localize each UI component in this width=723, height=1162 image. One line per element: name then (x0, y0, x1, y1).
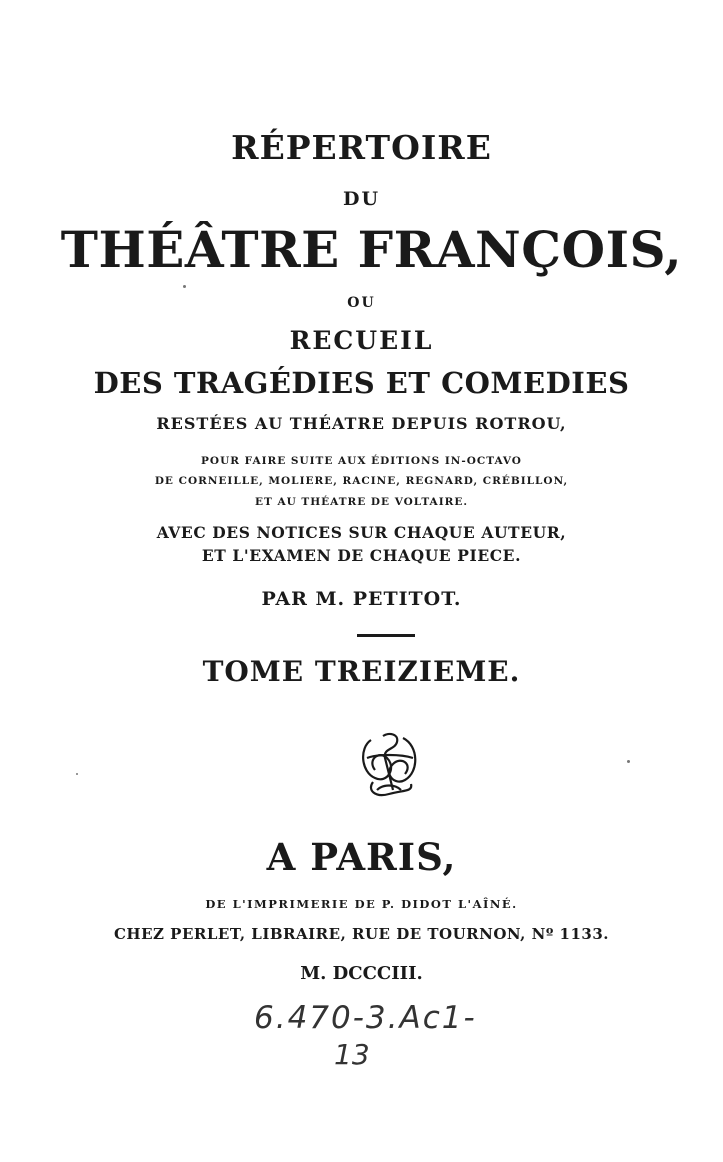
title-ou: OU (347, 295, 376, 311)
handwritten-volume: 13 (334, 1038, 370, 1071)
title-repertoire: RÉPERTOIRE (231, 128, 492, 167)
subtitle-tragedies: DES TRAGÉDIES ET COMEDIES (93, 366, 630, 400)
paper-speck (76, 773, 78, 775)
editions-line-3: ET AU THÉATRE DE VOLTAIRE. (254, 496, 469, 508)
imprint-publisher: CHEZ PERLET, LIBRAIRE, RUE DE TOURNON, Nº 1133. (113, 925, 610, 943)
divider-rule (357, 634, 415, 637)
monogram-ornament-icon (353, 728, 427, 802)
title-du: DU (342, 188, 381, 210)
handwritten-shelfmark: 6.470-3.Ac1- (254, 1000, 477, 1036)
author-line: PAR M. PETITOT. (261, 588, 462, 610)
imprint-printer: DE L'IMPRIMERIE DE P. DIDOT L'AÎNÉ. (205, 897, 518, 911)
notices-line-2: ET L'EXAMEN DE CHAQUE PIECE. (201, 546, 522, 565)
volume-number: TOME TREIZIEME. (202, 655, 521, 688)
imprint-date: M. DCCCIII. (300, 963, 423, 984)
title-theatre-francois: THÉÂTRE FRANÇOIS, (60, 220, 683, 279)
paper-speck (627, 760, 630, 763)
notices-line-1: AVEC DES NOTICES SUR CHAQUE AUTEUR, (156, 523, 567, 542)
subtitle-restees: RESTÉES AU THÉATRE DEPUIS ROTROU, (156, 414, 567, 433)
imprint-place: A PARIS, (266, 835, 457, 879)
editions-line-1: POUR FAIRE SUITE AUX ÉDITIONS IN-OCTAVO (201, 455, 522, 467)
subtitle-recueil: RECUEIL (289, 326, 434, 355)
editions-line-2: DE CORNEILLE, MOLIERE, RACINE, REGNARD, CRÉBILLON, (154, 475, 569, 487)
paper-speck (183, 285, 186, 288)
